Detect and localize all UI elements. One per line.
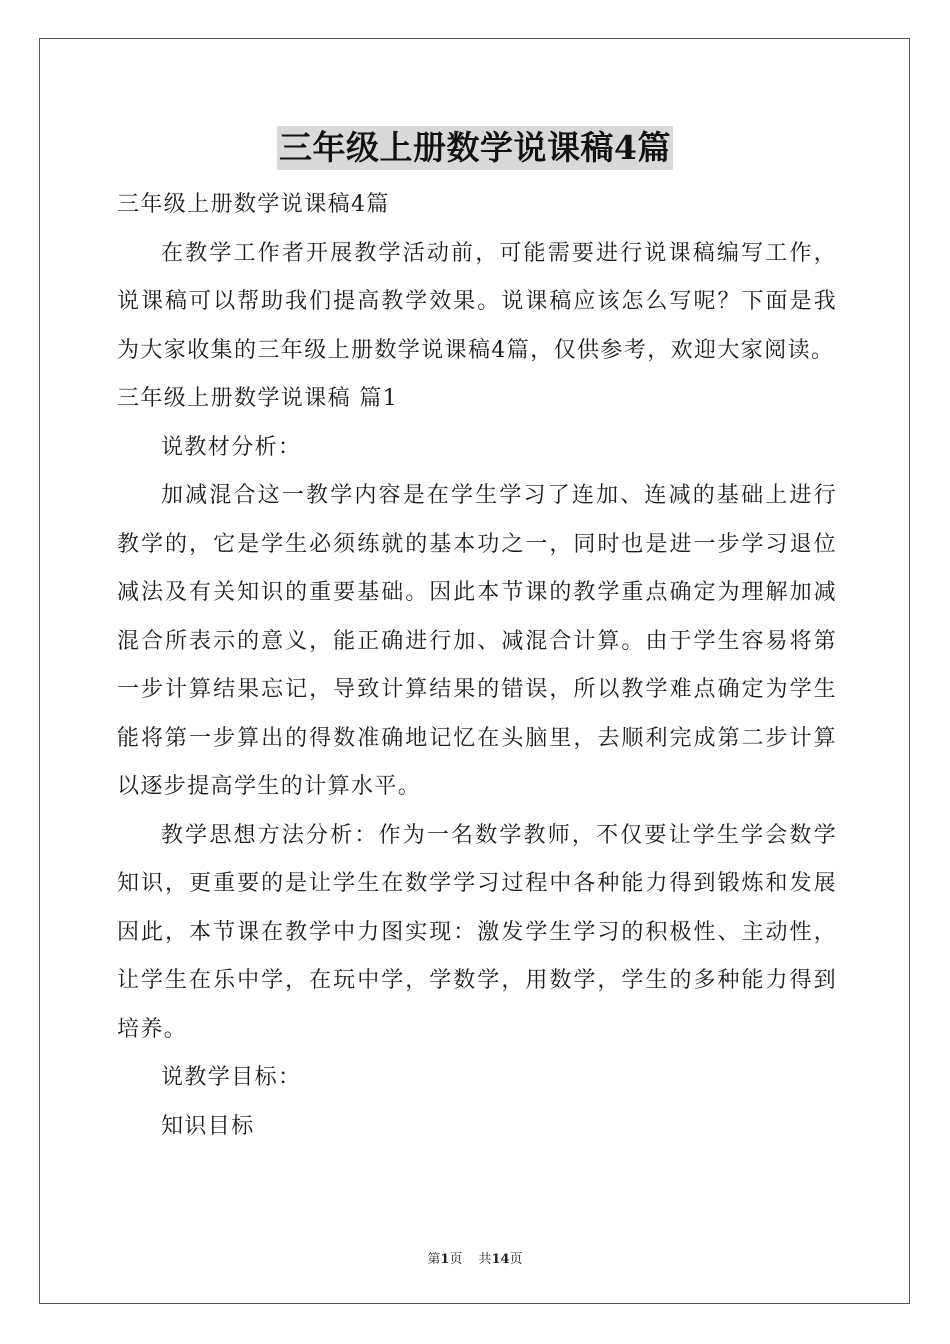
- teaching-method-paragraph: 教学思想方法分析：作为一名数学教师，不仅要让学生学会数学知识，更重要的是让学生在数学学习过程中各种能力得到锻炼和发展因此，本节课在教学中力图实现：激发学生学习的积极性、主动性，让学生在乐中学，在玩中学，学数学，用数学，学生的多种能力得到培养。: [117, 822, 837, 1042]
- total-prefix: 共: [478, 1252, 492, 1267]
- intro-paragraph: 在教学工作者开展教学活动前，可能需要进行说课稿编写工作，说课稿可以帮助我们提高教学效果。说课稿应该怎么写呢？下面是我为大家收集的三年级上册数学说课稿4篇，仅供参考，欢迎大家阅读。: [117, 240, 837, 363]
- total-page-count: 14: [491, 1252, 510, 1267]
- document-body: [117, 181, 837, 1151]
- page-footer: [0, 1248, 950, 1267]
- teaching-goals-heading: 说教学目标：: [161, 1065, 302, 1090]
- title-container: [0, 126, 950, 170]
- knowledge-goals-heading: 知识目标: [161, 1113, 255, 1139]
- textbook-analysis-heading: 说教材分析：: [161, 434, 302, 460]
- page-prefix: 第: [427, 1252, 441, 1267]
- textbook-analysis-paragraph: 加减混合这一教学内容是在学生学习了连加、连减的基础上进行教学的，它是学生必须练就的基本功之一，同时也是进一步学习退位减法及有关知识的重要基础。因此本节课的教学重点确定为理解加减混合所表示的意义，能正确进行加、减混合计算。由于学生容易将第一步计算结果忘记，导致计算结果的错误，所以教学难点确定为学生能将第一步算出的得数准确地记忆在头脑里，去顺利完成第二步计算以逐步提高学生的计算水平。: [117, 483, 837, 799]
- total-unit: 页: [509, 1252, 523, 1267]
- subtitle-line: 三年级上册数学说课稿4篇: [117, 192, 390, 217]
- document-title: 三年级上册数学说课稿4篇: [277, 126, 673, 170]
- section-heading: 三年级上册数学说课稿 篇1: [117, 386, 399, 411]
- page-unit: 页: [449, 1252, 463, 1267]
- current-page-number: 1: [440, 1252, 450, 1267]
